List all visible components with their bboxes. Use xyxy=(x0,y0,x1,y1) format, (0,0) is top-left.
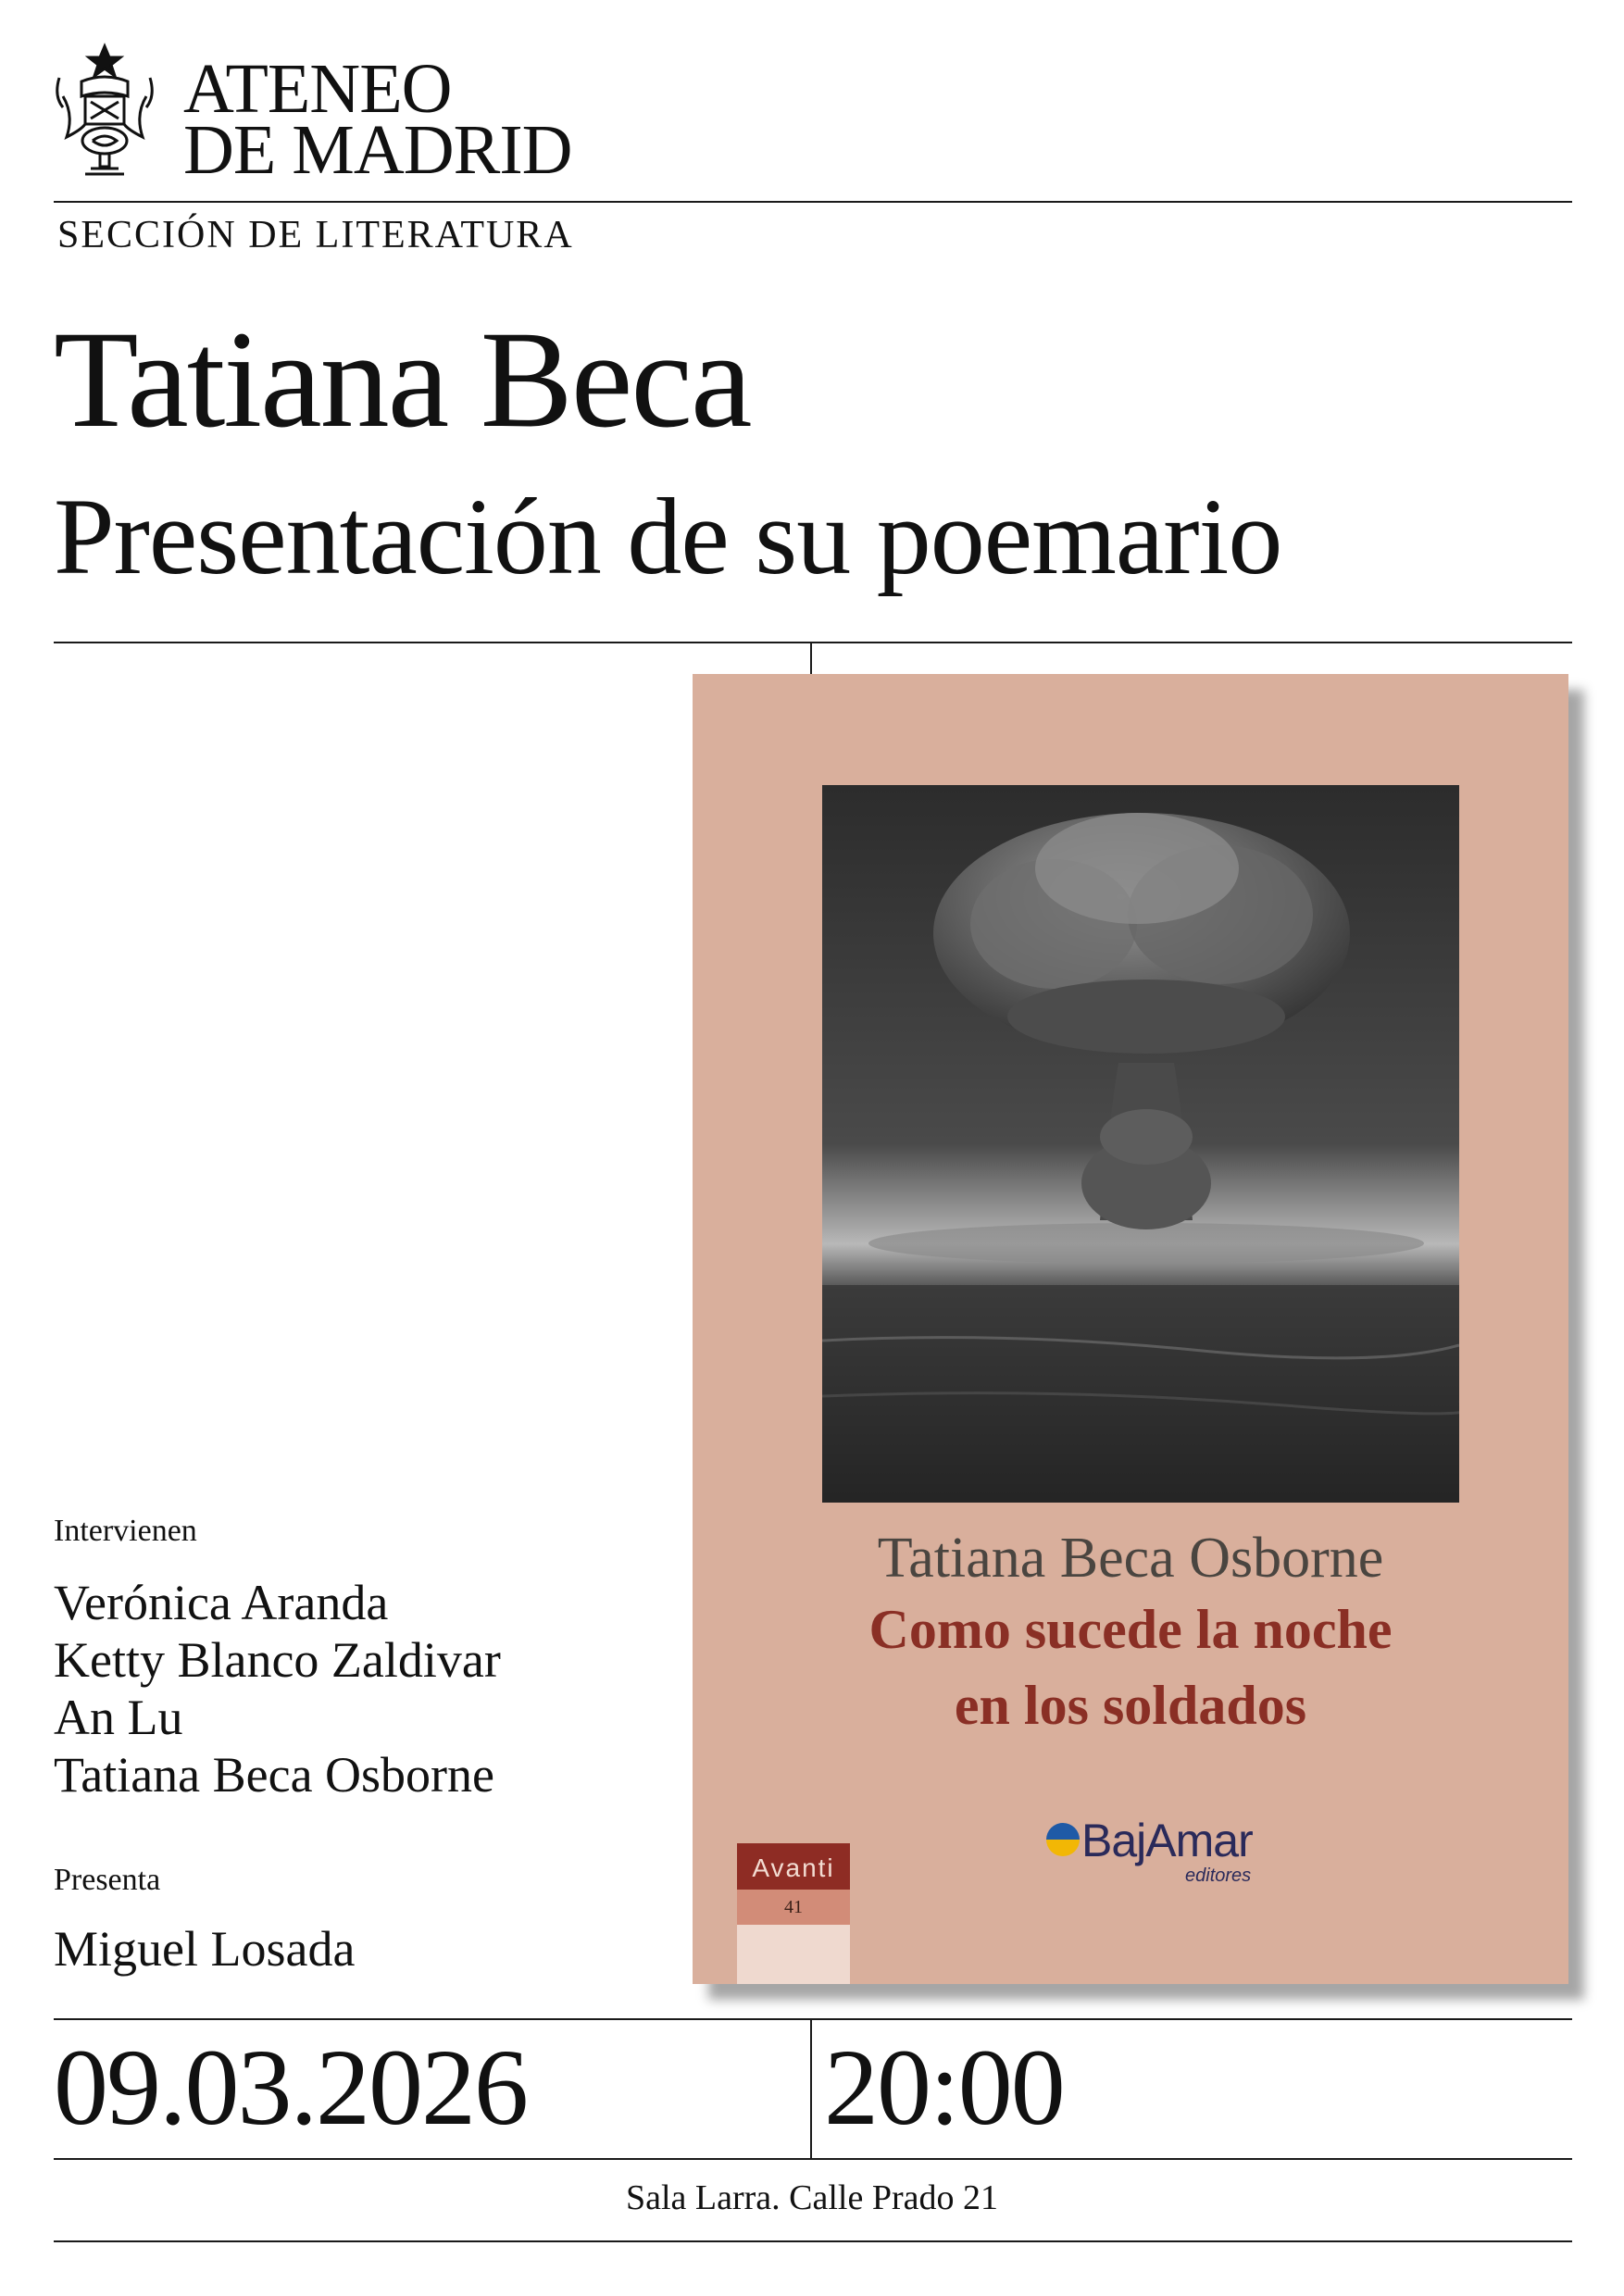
series-number: 41 xyxy=(737,1890,850,1925)
book-cover xyxy=(693,674,1568,1984)
event-subtitle: Presentación de su poemario xyxy=(54,476,1282,597)
divider-vertical xyxy=(810,2018,812,2159)
mushroom-cloud-image xyxy=(822,785,1459,1503)
divider xyxy=(54,642,1572,643)
publisher-mark-icon xyxy=(1046,1821,1080,1858)
host-name: Miguel Losada xyxy=(54,1921,356,1977)
speaker-name: An Lu xyxy=(54,1690,183,1745)
org-name-line2: DE MADRID xyxy=(183,111,572,189)
divider xyxy=(54,201,1572,203)
series-name: Avanti xyxy=(737,1843,850,1890)
event-date: 09.03.2026 xyxy=(54,2027,527,2148)
speaker-name: Tatiana Beca Osborne xyxy=(54,1747,495,1803)
cover-title-line2: en los soldados xyxy=(954,1675,1307,1736)
event-time: 20:00 xyxy=(824,2027,1064,2148)
series-badge xyxy=(737,1843,850,1984)
publisher-subtitle: editores xyxy=(1185,1866,1252,1886)
speakers-label: Intervienen xyxy=(54,1514,197,1548)
publisher-logo xyxy=(1046,1808,1278,1891)
host-label: Presenta xyxy=(54,1863,161,1897)
publisher-name: BajAmar xyxy=(1081,1815,1253,1866)
cover-author: Tatiana Beca Osborne xyxy=(877,1527,1384,1590)
series-footer xyxy=(737,1925,850,1984)
speaker-name: Verónica Aranda xyxy=(54,1575,389,1630)
section-label: SECCIÓN DE LITERATURA xyxy=(57,214,574,256)
event-venue: Sala Larra. Calle Prado 21 xyxy=(625,2178,999,2217)
org-name-line1: ATENEO xyxy=(183,50,452,128)
divider xyxy=(54,2018,1572,2020)
divider xyxy=(54,2240,1572,2242)
event-title: Tatiana Beca xyxy=(54,303,751,456)
cover-title-line1: Como sucede la noche xyxy=(868,1599,1393,1660)
divider xyxy=(54,2158,1572,2160)
ateneo-crest-icon xyxy=(54,41,156,181)
speaker-name: Ketty Blanco Zaldivar xyxy=(54,1632,501,1688)
